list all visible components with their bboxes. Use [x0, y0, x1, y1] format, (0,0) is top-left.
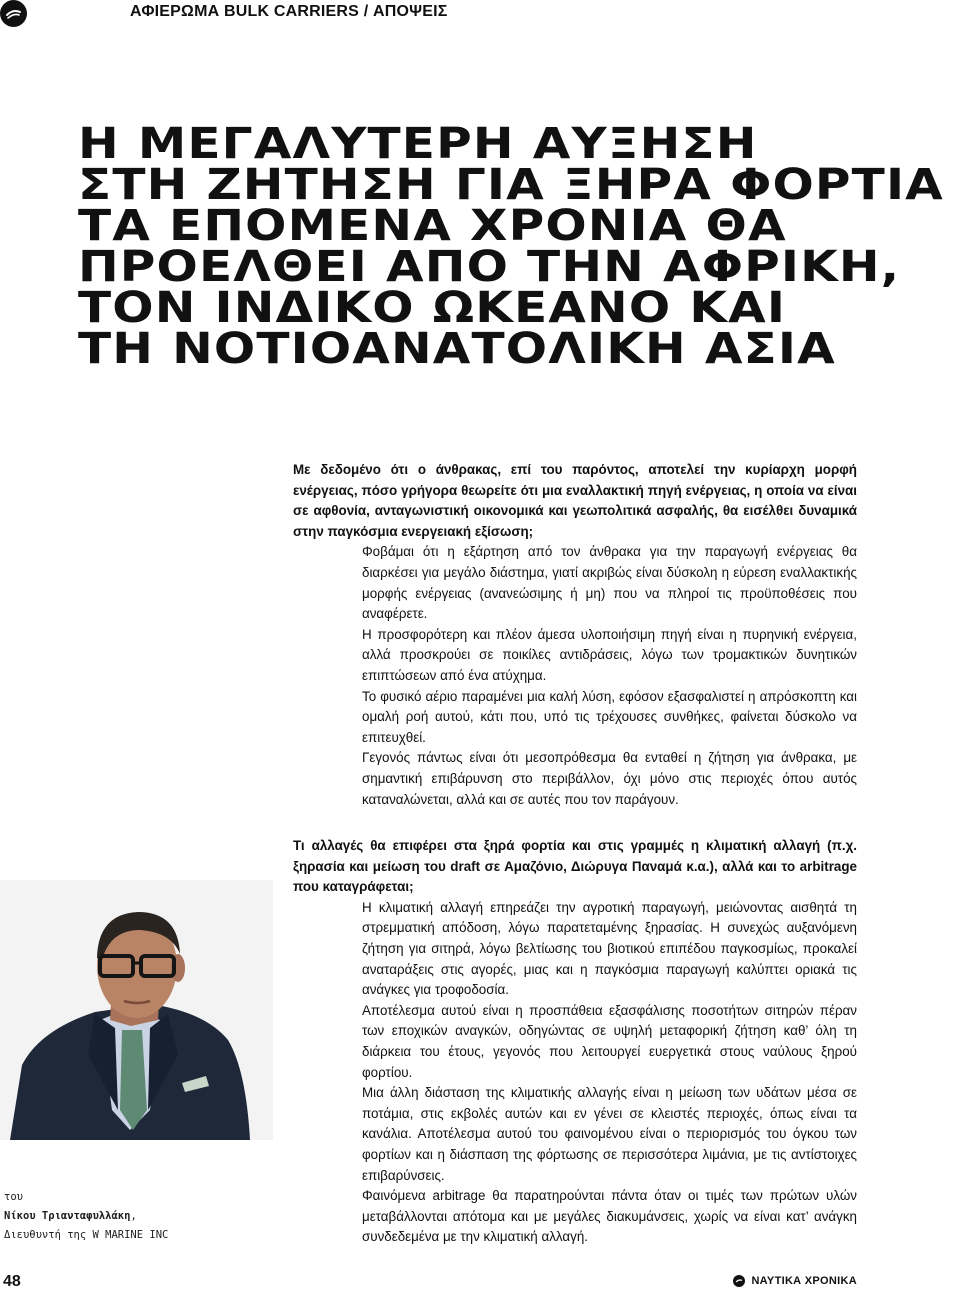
answer-paragraph: Γεγονός πάντως είναι ότι μεσοπρόθεσμα θα ενταθεί η ζήτηση για άνθρακα, με σημαντική επιβάρυνση στο περιβάλλον, όχι μόνο στις περιοχές όπου αυτός καταναλώνεται, αλλά και σε αυτές που τον παράγουν. [362, 750, 857, 807]
headline-line: Η ΜΕΓΑΛΥΤΕΡΗ ΑΥΞΗΣΗ [78, 119, 758, 169]
section-label: ΑΦΙΕΡΩΜΑ BULK CARRIERS / ΑΠΟΨΕΙΣ [130, 3, 448, 20]
byline-prefix: του [4, 1191, 23, 1203]
footer-brand [733, 1275, 857, 1287]
byline-name-row [4, 1207, 168, 1226]
brand-name: ΝΑΥΤΙΚΑ ΧΡΟΝΙΚΑ [751, 1275, 857, 1287]
interview-answer-1 [362, 542, 857, 810]
headline-line: ΤΗ ΝΟΤΙΟΑΝΑΤΟΛΙΚΗ ΑΣΙΑ [78, 324, 836, 374]
brand-logo-icon [733, 1275, 745, 1287]
answer-paragraph: Η κλιματική αλλαγή επηρεάζει την αγροτική παραγωγή, μειώνοντας αισθητά τη στρεμματική απόδοση, λόγω παρατεταμένης ξηρασίας. Η συνεχώς αυξανόμενη ζήτηση για σιτηρά, λόγω βελτίωσης του βιοτικού επιπέδου παγκοσμίως, προκαλεί αναταράξεις στις αγορές, μιας και η παγκόσμια παραγωγή καλύπτει οριακά τις ανάγκες για τροφοδοσία. [362, 899, 857, 998]
headline-line: ΤΑ ΕΠΟΜΕΝΑ ΧΡΟΝΙΑ ΘΑ [78, 201, 787, 251]
answer-paragraph: Φαινόμενα arbitrage θα παρατηρούνται πάντα όταν οι τιμές των πρώτων υλών μεταβάλλονται απότομα και με μεγάλες διακυμάνσεις, χωρίς να είναι κατ’ ανάγκη συνδεδεμένα με την κλιματική αλλαγή. [362, 1188, 857, 1245]
author-byline [4, 1188, 168, 1245]
interview-question-2: Τι αλλαγές θα επιφέρει στα ξηρά φορτία και στις γραμμές η κλιματική αλλαγή (π.χ. ξηρασία και μείωση του draft σε Αμαζόνιο, Διώρυγα Παναμά κ.α.), αλλά και το arbitrage που καταγράφεται; [293, 838, 857, 895]
byline-comma: , [130, 1210, 137, 1222]
answer-paragraph: Το φυσικό αέριο παραμένει μια καλή λύση, εφόσον εξασφαλιστεί η απρόσκοπτη και ομαλή ροή αυτού, κάτι που, υπό τις τρέχουσες συνθήκες, φαίνεται δύσκολο να επιτευχθεί. [362, 688, 857, 745]
article-body [293, 460, 857, 1248]
author-portrait [0, 880, 273, 1140]
answer-paragraph: Φοβάμαι ότι η εξάρτηση από τον άνθρακα για την παραγωγή ενέργειας θα διαρκέσει για μεγάλο διάστημα, γιατί ακριβώς είναι δύσκολη η εύρεση εναλλακτικής μορφής ενέργειας (ανανεώσιμης ή μη) που να πληροί τις προϋποθέσεις που αναφέρετε. [362, 544, 857, 622]
headline-line: ΣΤΗ ΖΗΤΗΣΗ ΓΙΑ ΞΗΡΑ ΦΟΡΤΙΑ [78, 160, 944, 210]
logo-swoosh-icon [5, 5, 22, 22]
magazine-logo-icon [0, 0, 27, 27]
author-name: Νίκου Τριανταφυλλάκη [4, 1210, 131, 1222]
headline-line: ΤΟΝ ΙΝΔΙΚΟ ΩΚΕΑΝΟ ΚΑΙ [78, 283, 787, 333]
answer-paragraph: Η προσφορότερη και πλέον άμεσα υλοποιήσιμη πηγή είναι η πυρηνική ενέργεια, αλλά προσκρούει σε ποικίλες αντιδράσεις, λόγω των τρομακτικών δυνητικών επιπτώσεων από ένα ατύχημα. [362, 626, 857, 683]
portrait-illustration [0, 880, 273, 1140]
page-number: 48 [3, 1273, 21, 1290]
brand-swoosh-icon [735, 1277, 743, 1285]
author-title: Διευθυντή της W MARINE INC [4, 1229, 169, 1241]
interview-answer-2 [362, 898, 857, 1248]
answer-paragraph: Μια άλλη διάσταση της κλιματικής αλλαγής είναι η μείωση των υδάτων μέσα σε ποτάμια, στις εκβολές αυτών και εν γένει σε κλειστές περιοχές, όπως είναι τα κανάλια. Αποτέλεσμα αυτού του φαινομένου είναι ο περιορισμός του όγκου των φορτίων και η διάσπαση της φόρτωσης σε περισσότερα λιμάνια, με τις αντίστοιχες επιβαρύνσεις. [362, 1085, 857, 1183]
section-gap [293, 810, 857, 836]
interview-question-1: Με δεδομένο ότι ο άνθρακας, επί του παρόντος, αποτελεί την κυρίαρχη μορφή ενέργειας, πόσο γρήγορα θεωρείτε ότι μια εναλλακτική πηγή ενέργειας, η οποία να είναι σε αφθονία, ανταγωνιστική οικονομικά και γεωπολιτικά ασφαλής, θα εισέλθει δυναμικά στην παγκόσμια ενεργειακή εξίσωση; [293, 462, 857, 539]
headline-line: ΠΡΟΕΛΘΕΙ ΑΠΟ ΤΗΝ ΑΦΡΙΚΗ, [78, 242, 901, 292]
answer-paragraph: Αποτέλεσμα αυτού είναι η προσπάθεια εξασφάλισης ποσοτήτων σιτηρών πέραν των εποχικών αναγκών, οδηγώντας σε υψηλή μεταφορική ζήτηση καθ’ όλη τη διάρκεια του έτους, γεγονός που λειτουργεί ευεργετικά στους ναύλους ξηρού φορτίου. [362, 1002, 857, 1080]
article-headline [78, 119, 958, 374]
